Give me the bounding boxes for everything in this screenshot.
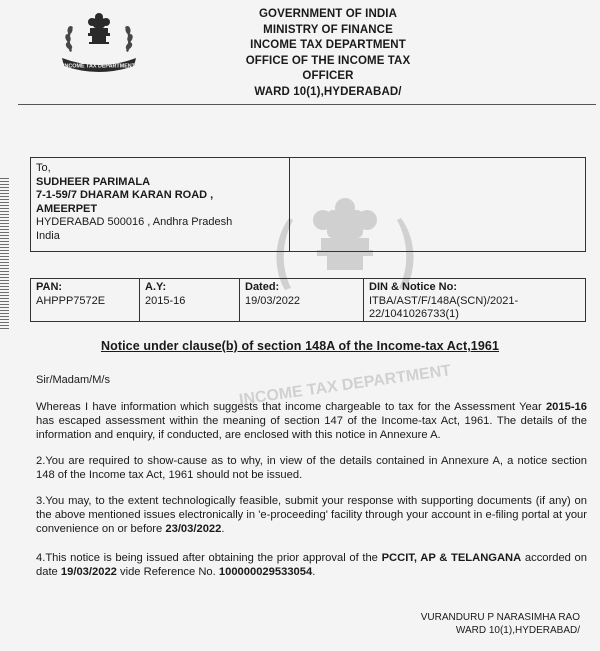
header-line: WARD 10(1),HYDERABAD/ [254,85,402,98]
ay-label: A.Y: [145,281,167,293]
notice-title: Notice under clause(b) of section 148A of the Income-tax Act,1961 [100,339,500,353]
recipient-name: SUDHEER PARIMALA [36,175,151,188]
approval-date: 19/03/2022 [60,566,117,579]
signature-block [410,611,580,637]
paragraph-2 [36,454,587,482]
response-due-date: 23/03/2022 [165,523,222,536]
address-to: To, [36,162,51,174]
din-value [369,295,585,322]
address-line-2: AMEERPET [36,202,98,215]
pan-label: PAN: [36,281,63,293]
signatory-office: WARD 10(1),HYDERABAD/ [455,625,580,636]
ay-value: 2015-16 [145,294,186,307]
header-divider [18,104,596,105]
signatory-name: VURANDURU P NARASIMHA RAO [420,612,580,623]
income-tax-emblem-logo [56,6,142,76]
assessment-year: 2015-16 [545,401,587,413]
address-line-3: HYDERABAD 500016 , Andhra Pradesh [36,216,233,229]
din-value-part-2: 22/1041026733(1) [369,308,459,321]
scan-edge-marks [0,178,9,330]
ay-cell [139,279,239,321]
p3-text-c: . [221,523,225,536]
office-header [228,7,428,100]
p1-text-c: has escaped assessment within the meaning of section 147 of the Income-tax Act, 1961. The details of the information and enquiry, if conducted, are enclosed with this notice in Annexure A. [36,415,587,442]
p3-number: 3. [36,495,46,507]
din-cell [363,279,585,321]
paragraph-4 [36,551,587,579]
dated-cell [239,279,363,321]
logo-ribbon-text: INCOME TAX DEPARTMENT [63,63,135,70]
header-line: MINISTRY OF FINANCE [263,23,393,36]
address-box-divider [289,158,290,251]
p4-number: 4. [36,552,46,564]
header-line: OFFICE OF THE INCOME TAX [245,54,411,67]
p3-text-a: You may, to the extent technologically feasible, submit your response with supporting documents (if any) on the above mentioned issues electronically in 'e-proceeding' facility through your account in e-filing portal at your convenience on or before [36,495,587,536]
p4-text-c: accorded on date [36,552,588,579]
din-label: DIN & Notice No: [369,281,457,293]
p4-text-a: This notice is being issued after obtaining the prior approval of the [45,552,382,564]
dated-value: 19/03/2022 [245,294,301,307]
approving-authority: PCCIT, AP & TELANGANA [381,552,522,564]
address-country: India [36,229,60,242]
salutation: Sir/Madam/M/s [36,374,110,386]
paragraph-1 [36,400,587,443]
notice-info-table [30,278,586,322]
address-line-1: 7-1-59/7 DHARAM KARAN ROAD , [36,189,214,202]
p2-number: 2. [36,455,46,467]
p1-text-a: Whereas I have information which suggests that income chargeable to tax for the Assessment Year [36,401,546,413]
p2-text: You are required to show-cause as to why, in view of the details contained in Annexure A, a notice section 148 of the Income tax Act, 1961 should not be issued. [36,455,587,482]
header-line: OFFICER [302,70,354,82]
pan-cell [31,279,139,321]
din-value-part-1: ITBA/AST/F/148A(SCN)/2021- [369,294,519,307]
header-line: INCOME TAX DEPARTMENT [250,39,406,51]
dated-label: Dated: [245,281,280,293]
p4-text-g: . [312,566,316,579]
paragraph-3 [36,494,587,537]
pan-value: AHPPP7572E [36,294,106,307]
reference-number: 100000029533054 [218,566,313,579]
p4-text-e: vide Reference No. [116,566,219,579]
header-line: GOVERNMENT OF INDIA [259,8,397,20]
recipient-address [36,162,232,244]
watermark-text: INCOME TAX DEPARTMENT [238,362,453,409]
